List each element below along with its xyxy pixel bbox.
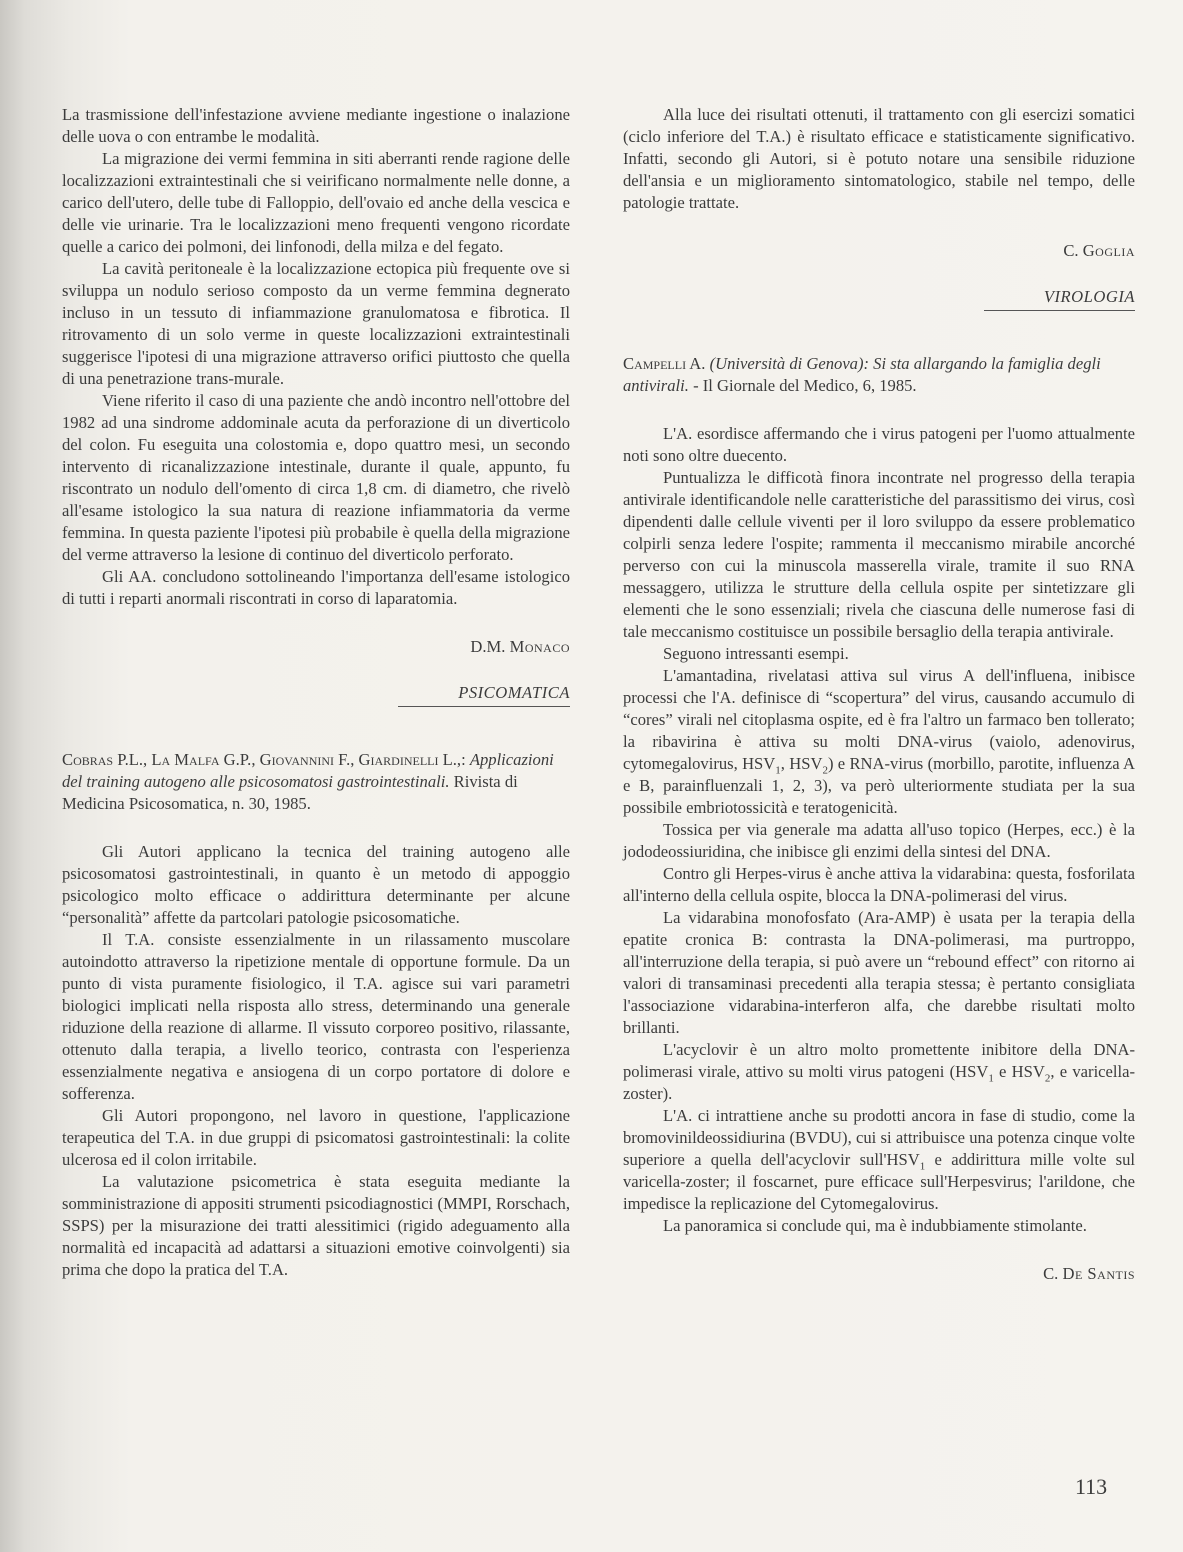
paragraph: Seguono intressanti esempi. <box>663 644 849 663</box>
page-number: 113 <box>1075 1474 1108 1499</box>
reference-source: Rivista di Medicina Psicosomatica, n. 30, 1985. <box>62 772 518 813</box>
right-column <box>623 104 1135 1285</box>
paragraph: Gli AA. concludono sottolineando l'importanza dell'esame istologico di tutti i reparti anormali riscontrati in corso di laparatomia. <box>62 567 570 608</box>
paragraph: L'acyclovir è un altro molto promettente inibitore della DNA-polimerasi virale, attivo su molti virus patogeni ($HSV_1$ e $HSV_2$, e varicella-zoster). <box>623 1040 1136 1103</box>
paragraph: L'A. ci intrattiene anche su prodotti ancora in fase di studio, come la bromovinildeossidiurina (BVDU), cui si attribuisce una potenza cinque volte superiore a quella dell'acyclovir $sull'HSV_1$ e addirittura mille volte sul varicella-zoster; il foscarnet, pure efficace sull'Herpesvirus; l'arildone, che impedisce la replicazione del Cytomegalovirus. <box>623 1106 1135 1213</box>
paragraph: La vidarabina monofosfato (Ara-AMP) è usata per la terapia della epatite cronica B: contrasta la DNA-polimerasi, ma purtroppo, all'interruzione della terapia, si può avere un “rebound effect” con ritorno ai valori di transaminasi precedenti alla terapia stessa; è pertanto consigliata l'associazione vidarabina-interferon alfa, che darebbe risultati molto brillanti. <box>623 908 1135 1037</box>
bibliographic-reference <box>62 749 570 815</box>
reference-title: Applicazioni del training autogeno alle psicosomatosi gastrointestinali. <box>62 750 554 791</box>
reference-source: - Il Giornale del Medico, 6, 1985. <box>693 376 917 395</box>
paragraph: Il T.A. consiste essenzialmente in un rilassamento muscolare autoindotto attraverso la ripetizione mentale di opportune formule. Da un punto di vista puramente fisiologico, il T.A. agisce sui vari parametri biologici implicati nella risposta allo stress, determinando una generale riduzione della reazione di allarme. Il vissuto corporeo positivo, rilassante, ottenuto dalla terapia, a livello teorico, contrasta con l'esperienza essenzialmente negativa e ansiogena di un corpo portatore di dolore e sofferenza. <box>62 930 570 1103</box>
paragraph: La cavità peritoneale è la localizzazione ectopica più frequente ove si sviluppa un nodulo serioso composto da un verme femmina degnerato incluso in un tessuto di infiammazione granulomatosa e fibrotica. Il ritrovamento di un solo verme in queste localizzazioni extraintestinali suggerisce l'ipotesi di una migrazione attraverso orifici piuttosto che quella di una penetrazione trans-murale. <box>62 259 570 388</box>
section-heading: PSICOMATICA <box>62 682 570 707</box>
author-signature: C. Goglia <box>1063 241 1135 260</box>
reference-authors: Cobras P.L., La Malfa G.P., Giovannini F., Giardinelli L.,: <box>62 750 466 769</box>
reference-authors: Campelli A. <box>623 354 706 373</box>
bibliographic-reference <box>623 353 1135 397</box>
paragraph: Puntualizza le difficotà finora incontrate nel progresso della terapia antivirale identificandole nelle caratteristiche del parassitismo dei virus, così dipendenti dalle cellule viventi per il loro sviluppo da essere problematico colpirli senza ledere l'ospite; rammenta il meccanismo mirabile ancorché perverso con cui la minuscola masserella virale, tramite il suo RNA messaggero, utilizza le strutture della cellula ospite per sintetizzare gli elementi che le sono essenziali; rivela che ciascuna delle numerose fasi di tale meccanismo costituisce un possibile bersaglio della terapia antivirale. <box>623 468 1135 641</box>
paragraph: Alla luce dei risultati ottenuti, il trattamento con gli esercizi somatici (ciclo inferiore del T.A.) è risultato efficace e statisticamente significativo. Infatti, secondo gli Autori, si è potuto notare una sensibile riduzione dell'ansia e un miglioramento sintomatologico, stabile nel tempo, delle patologie trattate. <box>623 105 1135 212</box>
paragraph: Contro gli Herpes-virus è anche attiva la vidarabina: questa, fosforilata all'interno della cellula ospite, blocca la DNA-polimerasi del virus. <box>623 864 1135 905</box>
paragraph: Tossica per via generale ma adatta all'uso topico (Herpes, ecc.) è la jododeossiuridina, che inibisce gli enzimi della sintesi del DNA. <box>623 820 1135 861</box>
paragraph: Gli Autori applicano la tecnica del training autogeno alle psicosomatosi gastrointestinali, in quanto è un metodo di appoggio psicologico molto efficace o addirittura determinante per alcune “personalità” affette da partcolari patologie psicosomatiche. <box>62 842 570 927</box>
paragraph: La panoramica si conclude qui, ma è indubbiamente stimolante. <box>663 1216 1087 1235</box>
paragraph: La migrazione dei vermi femmina in siti aberranti rende ragione delle localizzazioni extraintestinali che si veirificano normalmente nelle donne, a carico dell'utero, delle tube di Falloppio, dell'ovaio ed anche della vescica e delle vie urinarie. Tra le localizzazioni meno frequenti vengono ricordate quelle a carico dei polmoni, dei linfonodi, della milza e del fegato. <box>62 149 570 256</box>
reference-title: (Università di Genova): Si sta allargando la famiglia degli antivirali. <box>623 354 1101 395</box>
paragraph: L'amantadina, rivelatasi attiva sul virus A dell'influena, inibisce processi che l'A. definisce di “scopertura” del virus, causando accumulo di “cores” virali nel citoplasma ospite, ed è fra l'altro un farmaco ben tollerato; la ribavirina è attiva su molti DNA-virus (vaiolo, adenovirus, cytomegalovirus, $HSV_1$, $HSV_2$) e RNA-virus (morbillo, parotite, influenza A e B, parainfluenzali 1, 2, 3), va però ulteriormente studiata per la sua possibile embriotossicità e teratogenicità. <box>623 666 1135 817</box>
paragraph: La valutazione psicometrica è stata eseguita mediante la somministrazione di appositi strumenti psicodiagnostici (MMPI, Rorschach, SSPS) per la misurazione dei tratti alessitimici (rigido adeguamento alla normalità ed incapacità ad adattarsi a situazioni emotive coinvolgenti) sia prima che dopo la pratica del T.A. <box>62 1172 570 1279</box>
author-signature: C. De Santis <box>1043 1264 1135 1283</box>
paragraph: Gli Autori propongono, nel lavoro in questione, l'applicazione terapeutica del T.A. in due gruppi di psicomatosi gastrointestinali: la colite ulcerosa ed il colon irritabile. <box>62 1106 570 1169</box>
left-column <box>62 104 570 1281</box>
paragraph: La trasmissione dell'infestazione avviene mediante ingestione o inalazione delle uova o con entrambe le modalità. <box>62 105 570 146</box>
section-heading: VIROLOGIA <box>623 286 1135 311</box>
author-signature: D.M. Monaco <box>470 637 570 656</box>
paragraph: Viene riferito il caso di una paziente che andò incontro nell'ottobre del 1982 ad una sindrome addominale acuta da perforazione di un diverticolo del colon. Fu eseguita una colostomia e, dopo quattro mesi, un secondo intervento di ricanalizzazione intestinale, durante il quale, appunto, fu riscontrato un nodulo dell'omento di circa 1,8 cm. di diametro, che rivelò all'esame istologico la sua natura di reazione infiammatoria da verme femmina. In questa paziente l'ipotesi più probabile è quella della migrazione del verme attraverso la lesione di continuo del diverticolo perforato. <box>62 391 570 564</box>
paragraph: L'A. esordisce affermando che i virus patogeni per l'uomo attualmente noti sono oltre duecento. <box>623 424 1135 465</box>
